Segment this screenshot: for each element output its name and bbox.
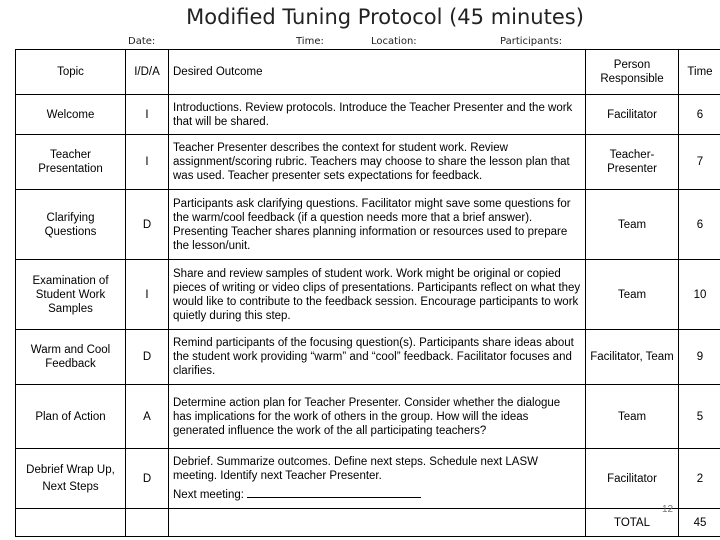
row-person: Facilitator, Team — [586, 330, 679, 385]
row-time: 7 — [679, 135, 720, 190]
row-outcome: Determine action plan for Teacher Presenter. Consider whether the dialogue has implications for the work of others in the group. How will the ideas generated influence the work of the all participating teachers? — [169, 385, 586, 449]
row-time: 9 — [679, 330, 720, 385]
row-topic: Warm and Cool Feedback — [16, 330, 126, 385]
row-person: Teacher-Presenter — [586, 135, 679, 190]
row-person: Team — [586, 190, 679, 260]
row-ida: I — [126, 135, 169, 190]
row-topic: Debrief Wrap Up, Next Steps — [16, 449, 126, 509]
table-header-row — [16, 50, 720, 95]
page-title: Modified Tuning Protocol (45 minutes) — [186, 5, 584, 29]
row-time: 10 — [679, 260, 720, 330]
table-row — [16, 385, 720, 449]
header-ida: I/D/A — [126, 50, 169, 95]
row-outcome: Remind participants of the focusing question(s). Participants share ideas about the student work providing “warm” and “cool” feedback. Facilitator focuses and clarifies. — [169, 330, 586, 385]
row-ida: D — [126, 449, 169, 509]
row-ida: I — [126, 95, 169, 135]
row-topic: Welcome — [16, 95, 126, 135]
header-time: Time — [679, 50, 720, 95]
location-label: Location: — [371, 36, 417, 47]
row-outcome: Teacher Presenter describes the context for student work. Review assignment/scoring rubric. Teachers may choose to share the lesson plan that was used. Teacher presenter sets expectations for feedback. — [169, 135, 586, 190]
row-outcome-cell — [169, 449, 586, 509]
row-outcome: Participants ask clarifying questions. Facilitator might save some questions for the warm/cool feedback (if a question needs more that a brief answer). Presenting Teacher shares planning information or resources used to prepare the lesson/unit. — [169, 190, 586, 260]
row-ida: I — [126, 260, 169, 330]
row-outcome: Debrief. Summarize outcomes. Define next steps. Schedule next LASW meeting. Identify next Teacher Presenter. — [173, 456, 538, 482]
row-person: Facilitator — [586, 95, 679, 135]
row-time: 5 — [679, 385, 720, 449]
table-row — [16, 330, 720, 385]
row-topic: Teacher Presentation — [16, 135, 126, 190]
row-time: 6 — [679, 95, 720, 135]
total-label: TOTAL — [586, 509, 679, 537]
row-time: 6 — [679, 190, 720, 260]
row-person: Team — [586, 385, 679, 449]
row-topic: Plan of Action — [16, 385, 126, 449]
time-label: Time: — [296, 36, 324, 47]
header-topic: Topic — [16, 50, 126, 95]
next-meeting-line — [173, 487, 581, 502]
header-outcome: Desired Outcome — [169, 50, 586, 95]
date-label: Date: — [128, 36, 156, 47]
row-topic: Examination of Student Work Samples — [16, 260, 126, 330]
row-person: Facilitator — [586, 449, 679, 509]
protocol-table — [15, 49, 720, 537]
row-time: 2 — [679, 449, 720, 509]
row-ida: A — [126, 385, 169, 449]
row-ida: D — [126, 190, 169, 260]
total-empty-ida — [126, 509, 169, 537]
row-outcome: Share and review samples of student work. Work might be original or copied pieces of writing or video clips of presentations. Participants reflect on what they would like to contribute to the feedback session. Encourage participants to work quietly during this step. — [169, 260, 586, 330]
total-empty-topic — [16, 509, 126, 537]
table-row — [16, 260, 720, 330]
table-row — [16, 95, 720, 135]
total-row — [16, 509, 720, 537]
row-topic: Clarifying Questions — [16, 190, 126, 260]
row-person: Team — [586, 260, 679, 330]
row-ida: D — [126, 330, 169, 385]
row-outcome: Introductions. Review protocols. Introduce the Teacher Presenter and the work that will be shared. — [169, 95, 586, 135]
total-value: 45 — [679, 509, 720, 537]
table-row — [16, 190, 720, 260]
page-number: 12 — [662, 504, 674, 515]
total-empty-outcome — [169, 509, 586, 537]
next-meeting-label: Next meeting: — [173, 489, 244, 501]
header-person: Person Responsible — [586, 50, 679, 95]
participants-label: Participants: — [500, 36, 563, 47]
table-row — [16, 449, 720, 509]
next-meeting-blank[interactable] — [247, 487, 421, 498]
table-row — [16, 135, 720, 190]
